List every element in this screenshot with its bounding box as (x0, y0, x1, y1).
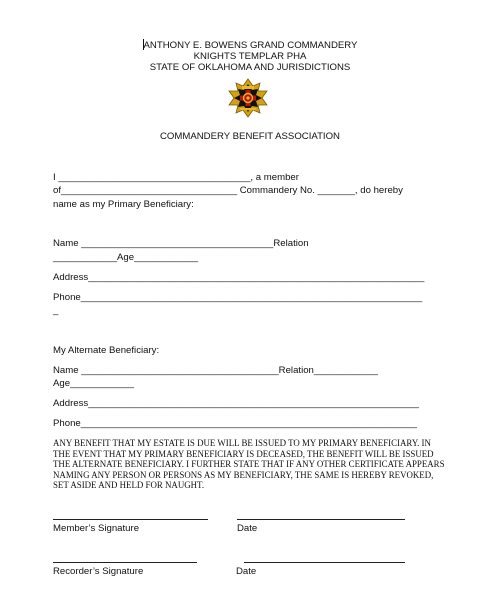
header-line-1: ANTHONY E. BOWENS GRAND COMMANDERY (143, 40, 358, 51)
templar-cross-emblem-icon (226, 78, 270, 118)
primary-age-field[interactable]: ____________Age____________ (53, 252, 199, 263)
primary-name-field[interactable]: Name ____________________________________Relation (53, 238, 309, 249)
recorder-date-label: Date (236, 566, 257, 577)
intro-line-1: I ____________________________________, a member (53, 172, 299, 183)
header-line-3: STATE OF OKLAHOMA AND JURISDICTIONS (149, 62, 351, 73)
beneficiary-statement: ANY BENEFIT THAT MY ESTATE IS DUE WILL BE ISSUED TO MY PRIMARY BENEFICIARY. IN THE EVENT THAT MY PRIMARY BENEFICIARY IS DECEASED, THE BENEFIT WILL BE ISSUED THE ALTERNATE BENEFICIARY. I FURTHER STATE THAT IF ANY OTHER CERTIFICATE APPEARS NAMING ANY PERSON OR PERSONS AS MY BENEFICIARY, THE SAME IS HEREBY REVOKED, SET ASIDE AND HELD FOR NAUGHT. (53, 438, 445, 491)
primary-phone-field[interactable]: Phone________________________________________________________________ (53, 292, 423, 303)
alternate-age-field[interactable]: Age____________ (53, 378, 135, 389)
member-date-line[interactable] (237, 519, 405, 520)
alternate-name-field[interactable]: Name _____________________________________Relation____________ (53, 365, 378, 376)
member-date-label: Date (237, 523, 258, 534)
member-signature-line[interactable] (53, 519, 208, 520)
recorder-signature-line[interactable] (53, 562, 197, 563)
header-line-2: KNIGHTS TEMPLAR PHA (193, 51, 307, 62)
alternate-heading: My Alternate Beneficiary: (53, 345, 160, 356)
alternate-phone-field[interactable]: Phone_______________________________________________________________ (53, 418, 417, 429)
intro-line-3: name as my Primary Beneficiary: (53, 199, 194, 210)
primary-phone-continuation: _ (53, 305, 59, 316)
member-signature-label: Member’s Signature (53, 523, 140, 534)
alternate-address-field[interactable]: Address______________________________________________________________ (53, 398, 420, 409)
primary-address-field[interactable]: Address_______________________________________________________________ (53, 272, 425, 283)
form-title: COMMANDERY BENEFIT ASSOCIATION (159, 131, 340, 142)
intro-line-2: of_________________________________ Commandery No. _______, do hereby (53, 185, 403, 196)
recorder-signature-label: Recorder’s Signature (53, 566, 144, 577)
recorder-date-line[interactable] (244, 562, 405, 563)
